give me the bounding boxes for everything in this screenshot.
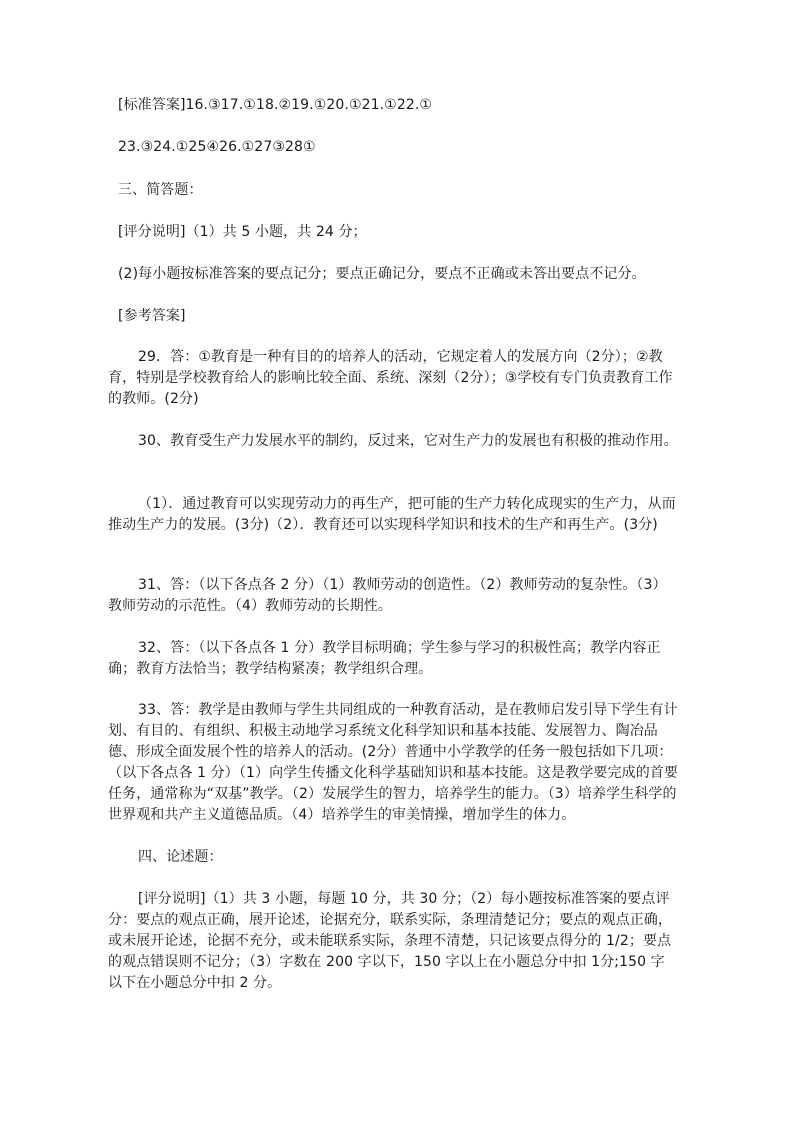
answer-32: 32、答：（以下各点各 1 分）教学目标明确；学生参与学习的积极性高；教学内容正确；教育方法恰当；教学结构紧凑；教学组织合理。 xyxy=(108,640,661,677)
standard-answer-line-1: [标准答案]16.③17.①18.②19.①20.①21.①22.① xyxy=(118,97,433,113)
answer-31: 31、答：（以下各点各 2 分）（1）教师劳动的创造性。（2）教师劳动的复杂性。（3）教师劳动的示范性。（4）教师劳动的长期性。 xyxy=(108,577,667,614)
answer-30-points: （1）．通过教育可以实现劳动力的再生产，把可能的生产力转化成现实的生产力，从而推动生产力的发展。(3分)（2）．教育还可以实现科学知识和技术的生产和再生产。(3分) xyxy=(108,496,676,533)
standard-answer-line-2: 23.③24.①25④26.①27③28① xyxy=(118,139,316,155)
answer-29: 29．答：①教育是一种有目的的培养人的活动，它规定着人的发展方向（2分）；②教育，特别是学校教育给人的影响比较全面、系统、深刻（2分）；③学校有专门负责教育工作的教师。(2分) xyxy=(108,349,673,407)
section-4-scoring-note: [评分说明]（1）共 3 小题，每题 10 分，共 30 分；（2）每小题按标准答案的要点评分：要点的观点正确，展开论述，论据充分，联系实际，条理清楚记分；要点的观点正确，或未展开论述，论据不充分，或未能联系实际，条理不清楚，只记该要点得分的 1/2；要点的观点错误则不记分；（3）字数在 200 字以下，150 字以上在小题总分中扣 1分;150 字以下在小题总分中扣 2 分。 xyxy=(108,891,672,991)
section-4-heading: 四、论述题： xyxy=(138,849,223,865)
reference-answer-label: [参考答案] xyxy=(118,308,186,324)
answer-30-intro: 30、教育受生产力发展水平的制约，反过来，它对生产力的发展也有积极的推动作用。 xyxy=(138,433,678,449)
section-3-scoring-note-1: [评分说明]（1）共 5 小题，共 24 分； xyxy=(118,224,367,240)
section-3-heading: 三、简答题： xyxy=(118,182,203,198)
answer-33: 33、答：教学是由教师与学生共同组成的一种教育活动，是在教师启发引导下学生有计划、有目的、有组织、积极主动地学习系统文化科学知识和基本技能、发展智力、陶冶品德、形成全面发展个性的培养人的活动。(2分）普通中小学教学的任务一般包括如下几项：（以下各点各 1 分）（1）向学生传播文化科学基础知识和基本技能。这是教学要完成的首要任务，通常称为“双基”教学。（2）发展学生的智力，培养学生的能力。（3）培养学生科学的世界观和共产主义道德品质。（4）培养学生的审美情操，增加学生的体力。 xyxy=(108,702,679,823)
section-3-scoring-note-2: (2)每小题按标准答案的要点记分；要点正确记分，要点不正确或未答出要点不记分。 xyxy=(118,266,646,282)
